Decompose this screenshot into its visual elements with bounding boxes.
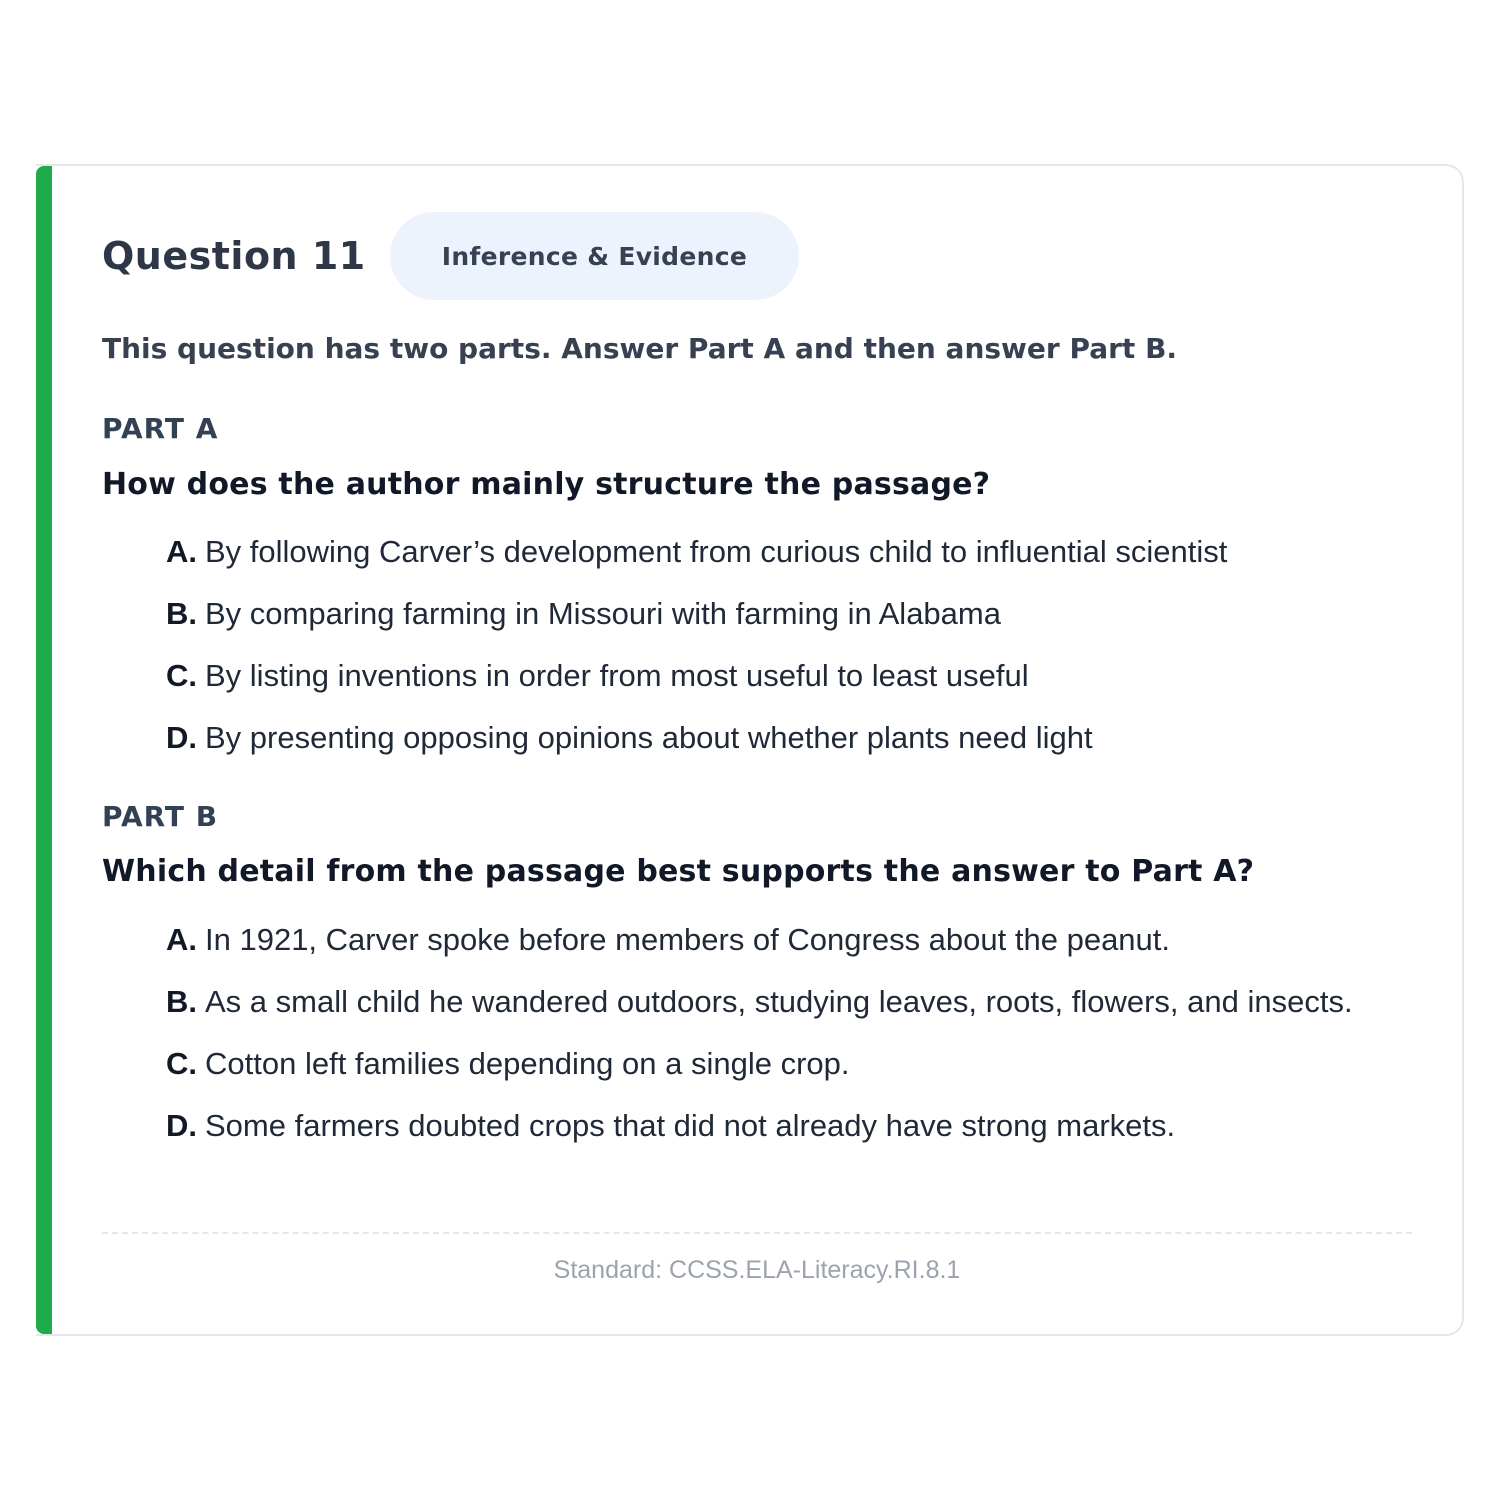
option-letter: D. [166, 1108, 197, 1143]
option-letter: A. [166, 922, 197, 957]
option-letter: C. [166, 1046, 197, 1081]
part-b-question: Which detail from the passage best supports the answer to Part A? [102, 854, 1255, 889]
standard-label: Standard: CCSS.ELA-Literacy.RI.8.1 [553, 1256, 961, 1284]
footer-divider [102, 1232, 1412, 1234]
part-a-options [166, 530, 1386, 778]
option-letter: B. [166, 596, 197, 631]
accent-bar [36, 166, 52, 1334]
option-text: Cotton left families depending on a single crop. [205, 1046, 850, 1081]
part-a-option-a[interactable] [166, 530, 1386, 574]
option-letter: C. [166, 658, 197, 693]
question-instructions: This question has two parts. Answer Part A and then answer Part B. [102, 332, 1178, 365]
option-letter: B. [166, 984, 197, 1019]
part-b-option-c[interactable] [166, 1042, 1386, 1086]
part-a-label: PART A [102, 412, 219, 445]
option-text: In 1921, Carver spoke before members of Congress about the peanut. [205, 922, 1171, 957]
question-card [36, 164, 1464, 1336]
part-b-options [166, 918, 1386, 1166]
option-letter: A. [166, 534, 197, 569]
part-a-question: How does the author mainly structure the passage? [102, 467, 991, 502]
option-letter: D. [166, 720, 197, 755]
part-a-option-b[interactable] [166, 592, 1386, 636]
option-text: As a small child he wandered outdoors, studying leaves, roots, flowers, and insects. [205, 984, 1353, 1019]
option-text: By comparing farming in Missouri with farming in Alabama [205, 596, 1001, 631]
part-a-option-c[interactable] [166, 654, 1386, 698]
option-text: Some farmers doubted crops that did not already have strong markets. [205, 1108, 1176, 1143]
part-b-option-d[interactable] [166, 1104, 1386, 1148]
question-title: Question 11 [102, 234, 366, 278]
part-a-option-d[interactable] [166, 716, 1386, 760]
part-b-option-a[interactable] [166, 918, 1386, 962]
part-b-option-b[interactable] [166, 980, 1386, 1024]
option-text: By presenting opposing opinions about whether plants need light [205, 720, 1093, 755]
option-text: By listing inventions in order from most useful to least useful [205, 658, 1029, 693]
skill-badge: Inference & Evidence [390, 212, 799, 300]
question-header [102, 212, 799, 300]
option-text: By following Carver’s development from curious child to influential scientist [205, 534, 1228, 569]
part-b-label: PART B [102, 800, 219, 833]
